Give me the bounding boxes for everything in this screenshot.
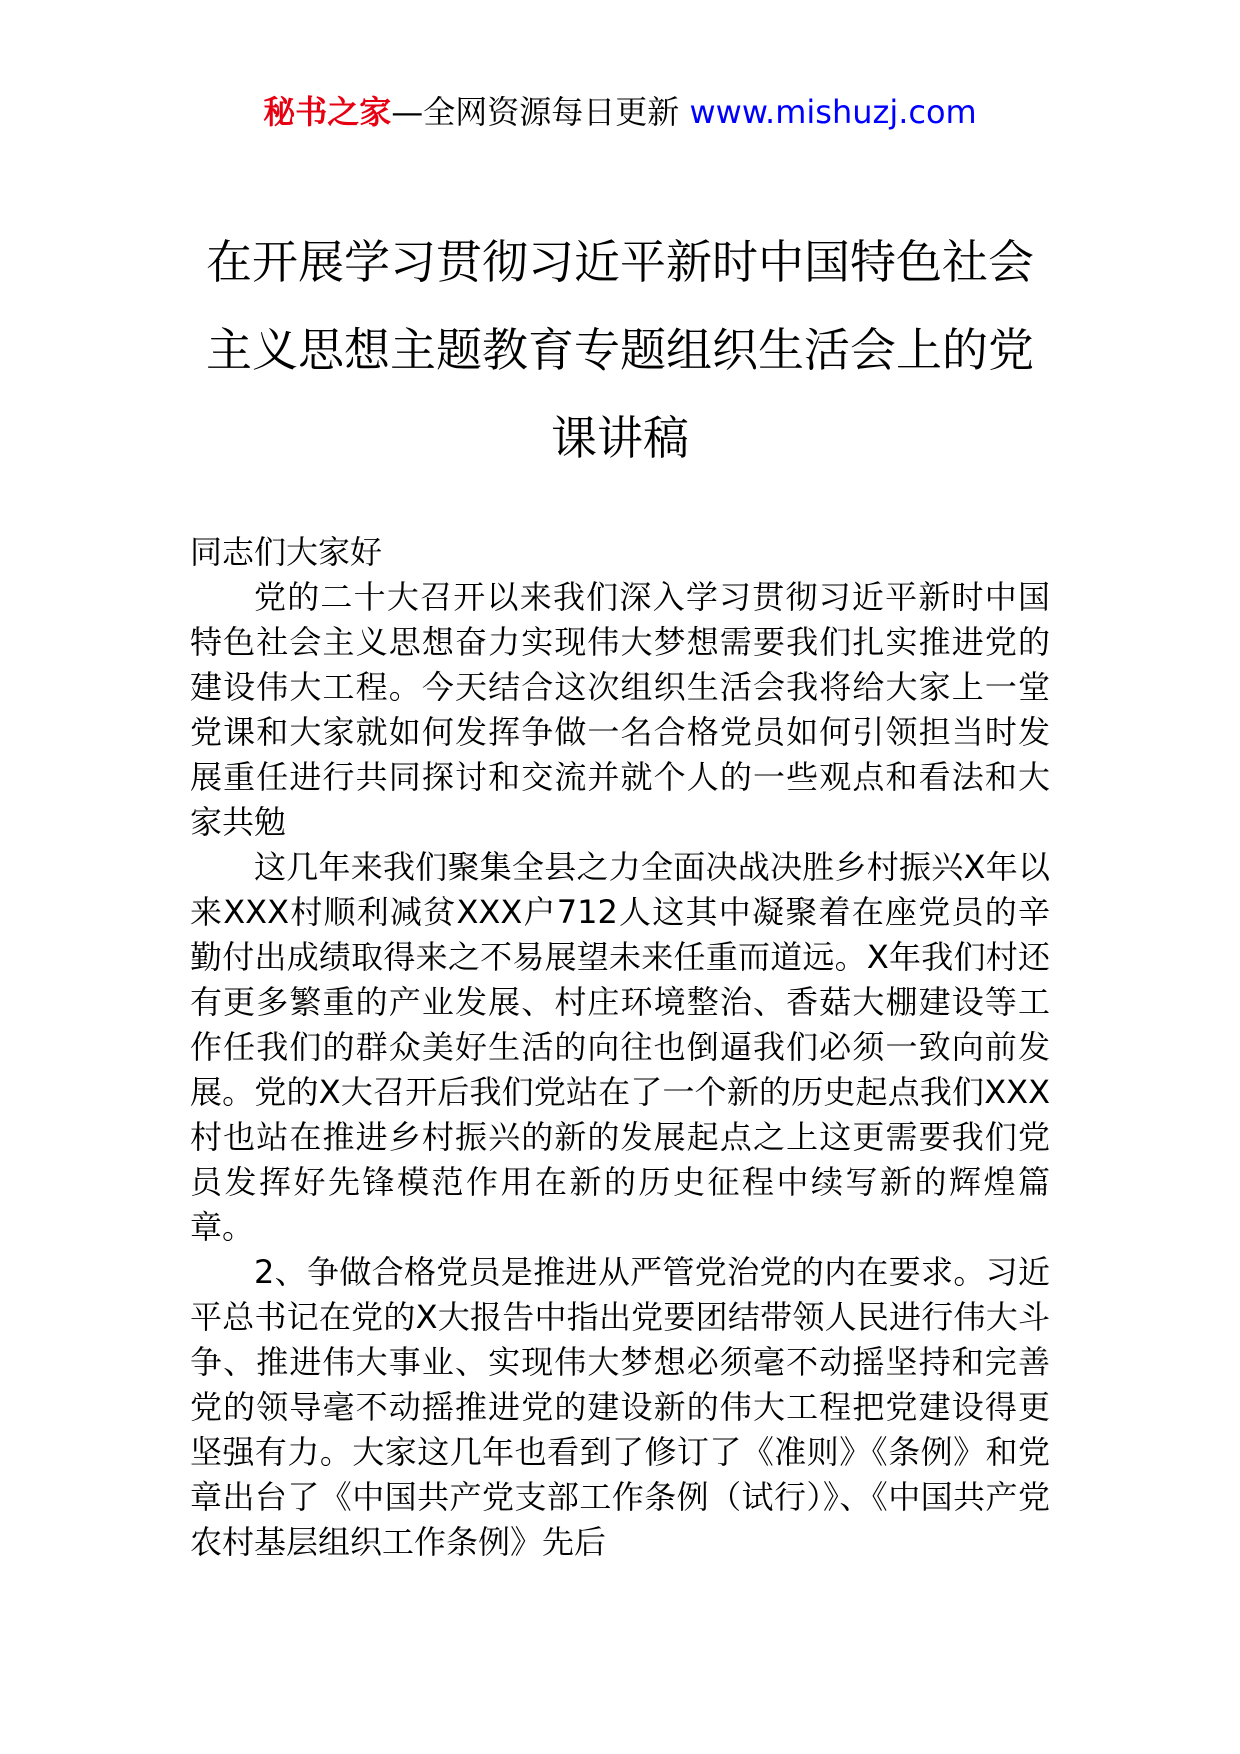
site-header [0,88,1240,136]
document-title: 在开展学习贯彻习近平新时中国特色社会主义思想主题教育专题组织生活会上的党课讲稿 [206,235,1034,465]
body-paragraph: 2、争做合格党员是推进从严管党治党的内在要求。习近平总书记在党的X大报告中指出党要团结带领人民进行伟大斗争、推进伟大事业、实现伟大梦想必须毫不动摇坚持和完善党的领导毫不动摇推进党的建设新的伟大工程把党建设得更坚强有力。大家这几年也看到了修订了《准则》《条例》和党章出台了《中国共产党支部工作条例（试行）》、《中国共产党农村基层组织工作条例》先后 [190,1253,1050,1561]
site-brand: 秘书之家 [263,93,392,131]
document-body [190,530,1050,1565]
site-url-link[interactable]: www.mishuzj.com [689,93,977,131]
site-tagline: —全网资源每日更新 [391,93,690,131]
greeting: 同志们大家好 [190,533,383,571]
body-paragraph: 党的二十大召开以来我们深入学习贯彻习近平新时中国特色社会主义思想奋力实现伟大梦想需要我们扎实推进党的建设伟大工程。今天结合这次组织生活会我将给大家上一堂党课和大家就如何发挥争做一名合格党员如何引领担当时发展重任进行共同探讨和交流并就个人的一些观点和看法和大家共勉 [190,578,1050,841]
body-paragraph: 这几年来我们聚集全县之力全面决战决胜乡村振兴X年以来XXX村顺利减贫XXX户712人这其中凝聚着在座党员的辛勤付出成绩取得来之不易展望未来任重而道远。X年我们村还有更多繁重的产业发展、村庄环境整治、香菇大棚建设等工作任我们的群众美好生活的向往也倒逼我们必须一致向前发展。党的X大召开后我们党站在了一个新的历史起点我们XXX村也站在推进乡村振兴的新的发展起点之上这更需要我们党员发挥好先锋模范作用在新的历史征程中续写新的辉煌篇章。 [190,848,1050,1246]
